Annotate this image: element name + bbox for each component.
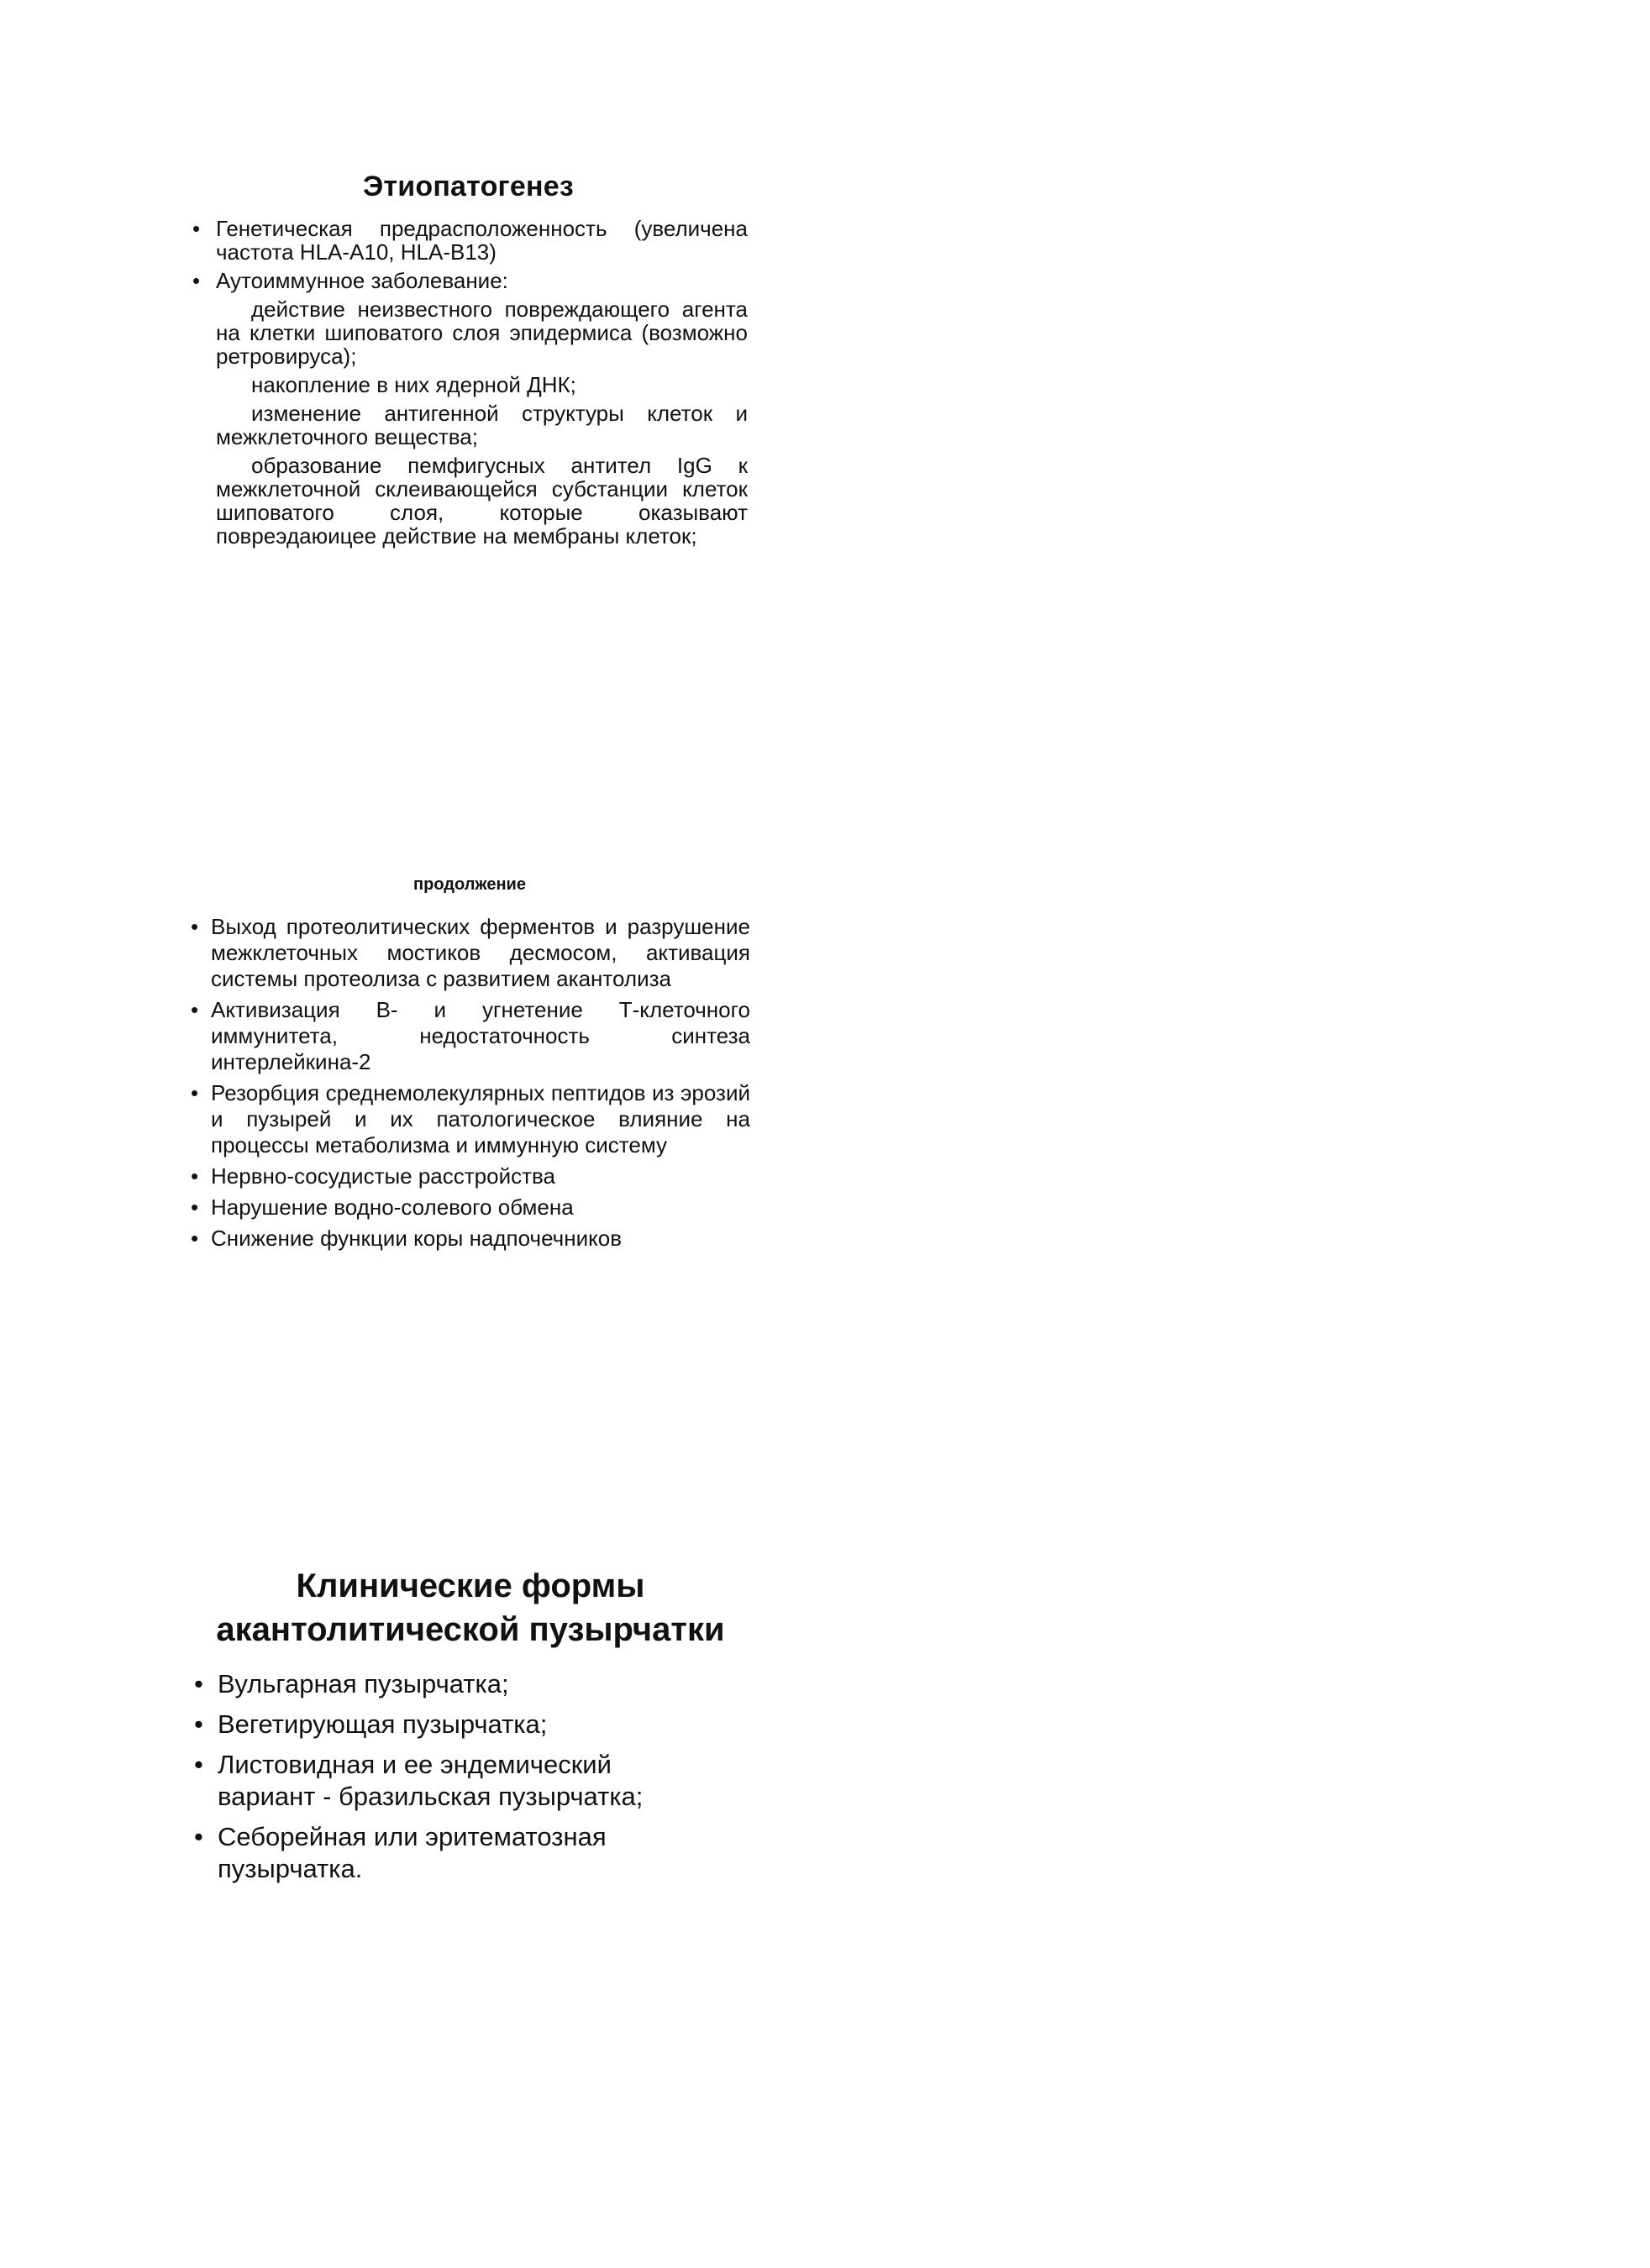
- list-item-text: Вегетирующая пузырчатка;: [218, 1709, 548, 1739]
- list-item: [189, 1749, 752, 1813]
- bullet-icon: •: [194, 1709, 203, 1739]
- bullet-icon: •: [194, 1822, 203, 1851]
- slide-continuation: [189, 874, 750, 1257]
- list-item: [189, 1821, 752, 1885]
- list-item: [189, 217, 748, 264]
- bullet-icon: •: [191, 1194, 199, 1220]
- slide-clinical-forms: [189, 1564, 752, 1893]
- bullet-icon: •: [191, 1163, 199, 1189]
- sub-item: действие неизвестного повреждающего агента на клетки шиповатого слоя эпидермиса (возможно ретровируса);: [216, 297, 748, 369]
- list-item-text: Генетическая предрасположенность (увеличена частота HLA-A10, HLA-B13): [216, 216, 748, 265]
- slide3-title-line1: Клинические формы: [296, 1567, 645, 1604]
- list-item-text: Нарушение водно-солевого обмена: [211, 1194, 574, 1220]
- list-item-text: Аутоиммунное заболевание:: [216, 268, 508, 293]
- list-item-text-cont: вариант - бразильская пузырчатка;: [218, 1782, 644, 1811]
- list-item: [189, 269, 748, 292]
- slide2-title: продолжение: [413, 875, 526, 894]
- list-item: [189, 997, 750, 1075]
- list-item: [189, 1080, 750, 1158]
- list-item-text: Себорейная или эритематозная: [218, 1822, 607, 1851]
- list-item-text: Нервно-сосудистые расстройства: [211, 1163, 556, 1189]
- bullet-icon: •: [191, 1226, 199, 1251]
- bullet-icon: •: [192, 268, 201, 293]
- list-item-text: Вульгарная пузырчатка;: [218, 1669, 509, 1698]
- slide3-title: [189, 1564, 752, 1651]
- bullet-icon: •: [192, 216, 201, 241]
- list-item-text: Активизация В- и угнетение Т-клеточного иммунитета, недостаточность синтеза интерлейкина-2: [211, 997, 750, 1074]
- list-item: [189, 1709, 752, 1740]
- list-item-text: Снижение функции коры надпочечников: [211, 1226, 623, 1251]
- bullet-icon: •: [194, 1669, 203, 1698]
- slide3-list: [189, 1668, 752, 1885]
- list-item-text: Листовидная и ее эндемический: [218, 1750, 612, 1779]
- list-item: [189, 914, 750, 992]
- list-item-text: Выход протеолитических ферментов и разрушение межклеточных мостиков десмосом, активация системы протеолиза с развитием акантолиза: [211, 914, 750, 991]
- slide2-list: [189, 914, 750, 1252]
- bullet-icon: •: [194, 1750, 203, 1779]
- list-item-text-cont: пузырчатка.: [218, 1854, 363, 1883]
- sub-item: образование пемфигусных антител IgG к межклеточной склеивающейся субстанции клеток шиповатого слоя, которые оказывают повреэдаюицее действие на мембраны клеток;: [216, 453, 748, 549]
- slide1-title: Этиопатогенез: [363, 171, 574, 202]
- list-item: [189, 1194, 750, 1221]
- sub-item: накопление в них ядерной ДНК;: [251, 372, 576, 397]
- bullet-icon: •: [191, 1080, 199, 1105]
- slide3-title-line2: акантолитической пузырчатки: [216, 1611, 725, 1648]
- list-item: [189, 1226, 750, 1252]
- slide1-sublist: [189, 297, 748, 548]
- list-item: [189, 1668, 752, 1700]
- list-item: [189, 1163, 750, 1189]
- bullet-icon: •: [191, 914, 199, 939]
- sub-item: изменение антигенной структуры клеток и межклеточного вещества;: [216, 401, 748, 449]
- slide-etiopathogenesis: [189, 168, 748, 553]
- slide1-list: [189, 217, 748, 292]
- bullet-icon: •: [191, 997, 199, 1022]
- list-item-text: Резорбция среднемолекулярных пептидов из эрозий и пузырей и их патологическое влияние на процессы метаболизма и иммунную систему: [211, 1080, 750, 1158]
